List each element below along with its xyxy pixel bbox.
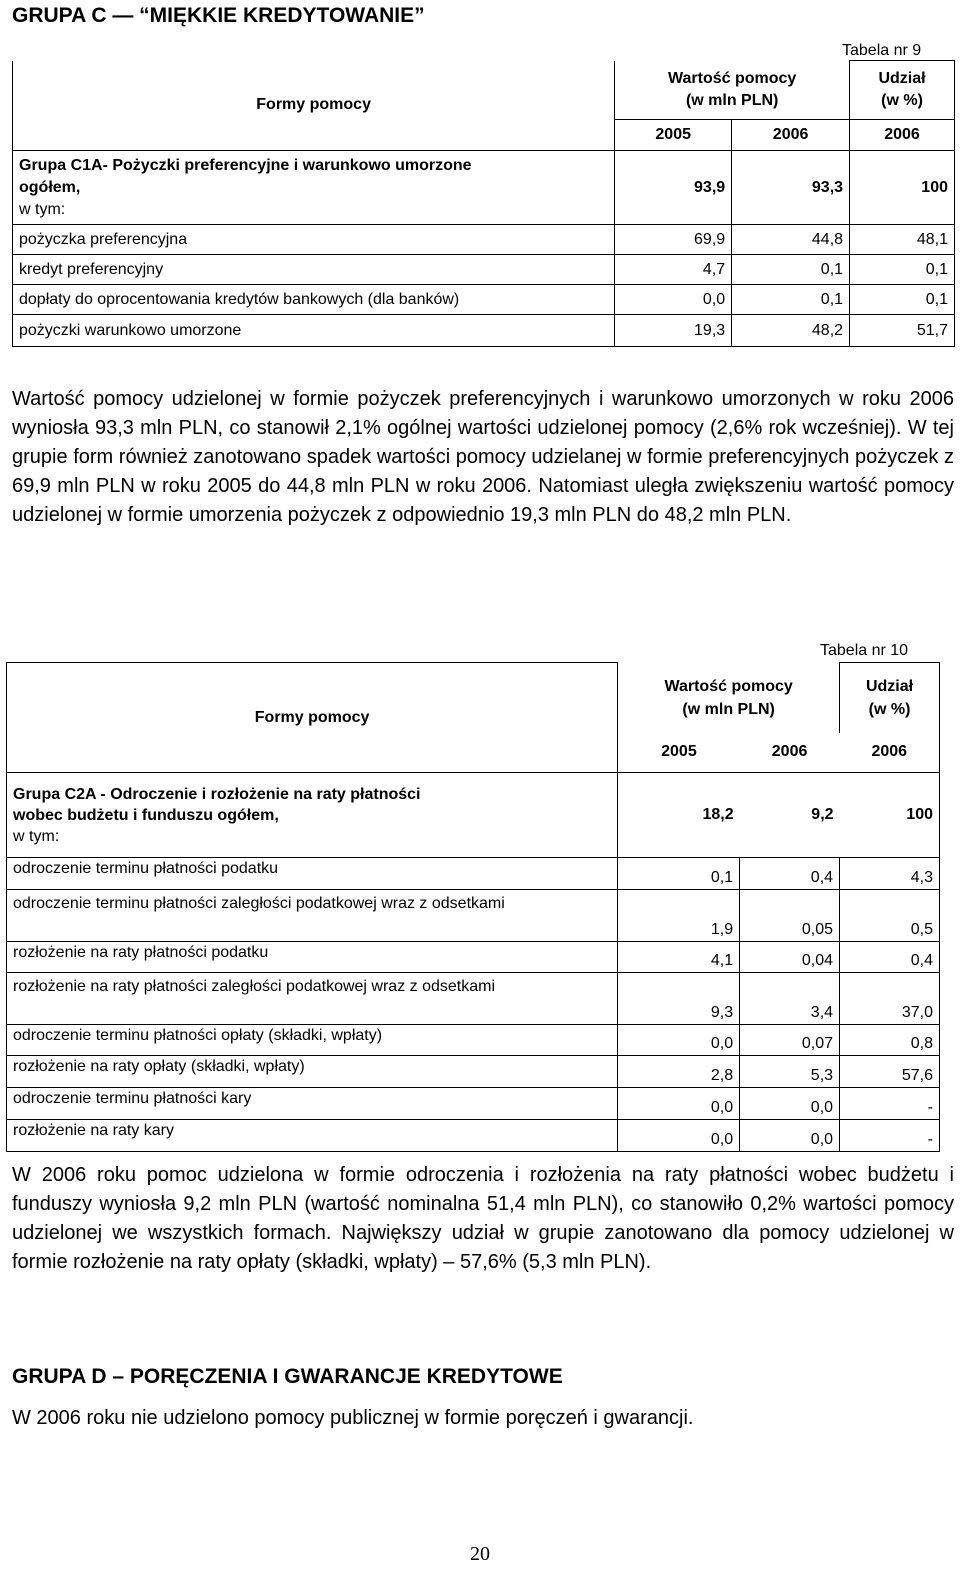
table-10-header-row (7, 663, 940, 733)
table-9-cell: 0,1 (732, 285, 850, 315)
table-row (13, 225, 955, 255)
table-10-cell: 0,1 (618, 858, 740, 890)
table-10-row-label: rozłożenie na raty opłaty (składki, wpłaty) (7, 1056, 618, 1088)
table-10-cell: 5,3 (740, 1056, 840, 1088)
table-10-total-share: 100 (840, 773, 940, 858)
table-10-col-value-line2: (w mln PLN) (682, 700, 775, 718)
table-9-row-label: pożyczka preferencyjna (13, 225, 615, 255)
table-9-total-row (13, 151, 955, 225)
table-10-cell: - (840, 1120, 940, 1152)
table-9-total-label (13, 151, 615, 225)
table-10-col-forms: Formy pomocy (7, 663, 618, 773)
table-10-label: Tabela nr 10 (820, 642, 909, 659)
table-10-col-share-line2: (w %) (868, 700, 911, 718)
group-c-title: GRUPA C — “MIĘKKIE KREDYTOWANIE” (12, 4, 425, 27)
table-9-total-line3: w tym: (19, 200, 66, 218)
table-10-cell: 0,0 (618, 1088, 740, 1120)
table-9-row-label: kredyt preferencyjny (13, 255, 615, 285)
table-row (7, 1056, 940, 1088)
table-row (7, 1088, 940, 1120)
page-number: 20 (470, 1543, 490, 1565)
table-10-row-label: odroczenie terminu płatności podatku (7, 858, 618, 890)
table-row (13, 315, 955, 347)
table-9-cell: 44,8 (732, 225, 850, 255)
table-row (7, 973, 940, 1025)
table-row (7, 942, 940, 973)
table-9-cell: 51,7 (850, 315, 955, 347)
group-d-text: W 2006 roku nie udzielono pomocy publicznej w formie poręczeń i gwarancji. (12, 1407, 694, 1429)
table-10-cell: 0,07 (740, 1025, 840, 1056)
table-10-total-line2: wobec budżetu i funduszu ogółem, (13, 806, 279, 824)
table-10-cell: 9,3 (618, 973, 740, 1025)
table-9-year-2: 2006 (732, 120, 850, 151)
table-row (13, 255, 955, 285)
table-9-col-forms: Formy pomocy (13, 61, 615, 151)
table-10-col-value-line1: Wartość pomocy (664, 677, 793, 695)
table-10-total-label (7, 773, 618, 858)
paragraph-1 (12, 385, 954, 530)
table-10-cell: 0,0 (618, 1120, 740, 1152)
table-9-cell: 48,2 (732, 315, 850, 347)
table-9-col-share-line1: Udział (878, 70, 926, 87)
table-9-col-share-line2: (w %) (881, 92, 923, 109)
table-row (7, 1025, 940, 1056)
paragraph-1-part-1: Wartość pomocy udzielonej w formie pożyczek preferencyjnych i warunkowo umorzonych w roku 2006 wyniosła 93,3 mln PLN, co stanowił 2,1% ogólnej wartości udzielonej pomocy (2,6% rok wcześniej). (12, 388, 954, 439)
table-10 (6, 662, 940, 1152)
table-10-cell: 0,05 (740, 890, 840, 942)
paragraph-1-part-2: W tej grupie form również zanotowano spadek wartości pomocy udzielanej w formie preferencyjnych pożyczek z 69,9 mln PLN w roku 2005 do 44,8 mln PLN w roku 2006. (12, 417, 954, 497)
table-9-row-label: dopłaty do oprocentowania kredytów bankowych (dla banków) (13, 285, 615, 315)
table-10-cell: 0,5 (840, 890, 940, 942)
table-9-year-3: 2006 (850, 120, 955, 151)
table-9-cell: 19,3 (615, 315, 732, 347)
group-d-title: GRUPA D – PORĘCZENIA I GWARANCJE KREDYTOWE (12, 1365, 563, 1388)
table-10-year-2: 2006 (740, 733, 840, 773)
table-9-cell: 48,1 (850, 225, 955, 255)
table-10-row-label: rozłożenie na raty kary (7, 1120, 618, 1152)
table-10-cell: 0,0 (740, 1120, 840, 1152)
table-10-cell: 4,1 (618, 942, 740, 973)
table-10-total-value-2005: 18,2 (618, 773, 740, 858)
table-10-cell: 37,0 (840, 973, 940, 1025)
table-9-row-label: pożyczki warunkowo umorzone (13, 315, 615, 347)
table-9-cell: 0,0 (615, 285, 732, 315)
table-9-col-value (615, 61, 850, 120)
table-9-col-value-line1: Wartość pomocy (667, 69, 797, 87)
table-10-cell: 4,3 (840, 858, 940, 890)
table-9-year-1: 2005 (615, 120, 732, 151)
table-9-cell: 0,1 (850, 255, 955, 285)
table-9-col-share (850, 61, 955, 120)
table-9-cell: 0,1 (732, 255, 850, 285)
table-9-total-value-2006: 93,3 (732, 151, 850, 225)
table-10-cell: 57,6 (840, 1056, 940, 1088)
paragraph-2-part-1: W 2006 roku pomoc udzielona w formie odroczenia i rozłożenia na raty płatności wobec budżetu i funduszy wyniosła 9,2 mln PLN (wartość nominalna 51,4 mln PLN), co stanowiło 0,2% wartości pomocy udzielonej we wszystkich formach. (12, 1164, 954, 1244)
table-10-col-value (618, 663, 840, 733)
table-row (7, 858, 940, 890)
table-row (13, 285, 955, 315)
table-10-cell: 0,04 (740, 942, 840, 973)
table-9-label: Tabela nr 9 (842, 42, 922, 59)
table-row (7, 1120, 940, 1152)
table-row (7, 890, 940, 942)
paragraph-2-part-2: Największy udział w grupie zanotowano dla pomocy udzielonej w formie rozłożenie na raty opłaty (składki, wpłaty) – 57,6% (5,3 mln PLN). (12, 1222, 954, 1273)
table-9-total-share: 100 (850, 151, 955, 225)
table-10-total-line3: w tym: (13, 827, 60, 845)
table-10-cell: 0,4 (840, 942, 940, 973)
table-9-total-line1: Grupa C1A- Pożyczki preferencyjne i warunkowo umorzone (19, 156, 472, 174)
paragraph-1-part-3: Natomiast uległa zwiększeniu wartość pomocy udzielonej w formie umorzenia pożyczek z odpowiednio 19,3 mln PLN do 48,2 mln PLN. (12, 475, 954, 526)
table-10-cell: 0,0 (618, 1025, 740, 1056)
table-9-total-line2: ogółem, (19, 178, 81, 196)
table-10-row-label: rozłożenie na raty płatności zaległości podatkowej wraz z odsetkami (7, 973, 618, 1025)
table-10-col-share-line1: Udział (865, 677, 914, 695)
table-9-total-value-2005: 93,9 (615, 151, 732, 225)
table-10-cell: 3,4 (740, 973, 840, 1025)
table-10-row-label: odroczenie terminu płatności zaległości podatkowej wraz z odsetkami (7, 890, 618, 942)
table-10-row-label: rozłożenie na raty płatności podatku (7, 942, 618, 973)
table-10-total-value-2006: 9,2 (740, 773, 840, 858)
table-10-cell: 0,4 (740, 858, 840, 890)
paragraph-2 (12, 1161, 954, 1277)
table-9-header-row (13, 61, 955, 120)
table-10-cell: 1,9 (618, 890, 740, 942)
table-10-col-share (840, 663, 940, 733)
table-10-total-row (7, 773, 940, 858)
table-9-cell: 69,9 (615, 225, 732, 255)
table-10-cell: 2,8 (618, 1056, 740, 1088)
table-9-cell: 0,1 (850, 285, 955, 315)
table-9-cell: 4,7 (615, 255, 732, 285)
table-10-cell: 0,0 (740, 1088, 840, 1120)
table-10-cell: - (840, 1088, 940, 1120)
table-9 (12, 60, 955, 347)
table-10-row-label: odroczenie terminu płatności kary (7, 1088, 618, 1120)
table-10-year-1: 2005 (618, 733, 740, 773)
table-9-col-value-line2: (w mln PLN) (685, 91, 779, 109)
table-10-cell: 0,8 (840, 1025, 940, 1056)
table-10-row-label: odroczenie terminu płatności opłaty (składki, wpłaty) (7, 1025, 618, 1056)
table-10-total-line1: Grupa C2A - Odroczenie i rozłożenie na raty płatności (13, 785, 421, 803)
table-10-year-3: 2006 (840, 733, 940, 773)
